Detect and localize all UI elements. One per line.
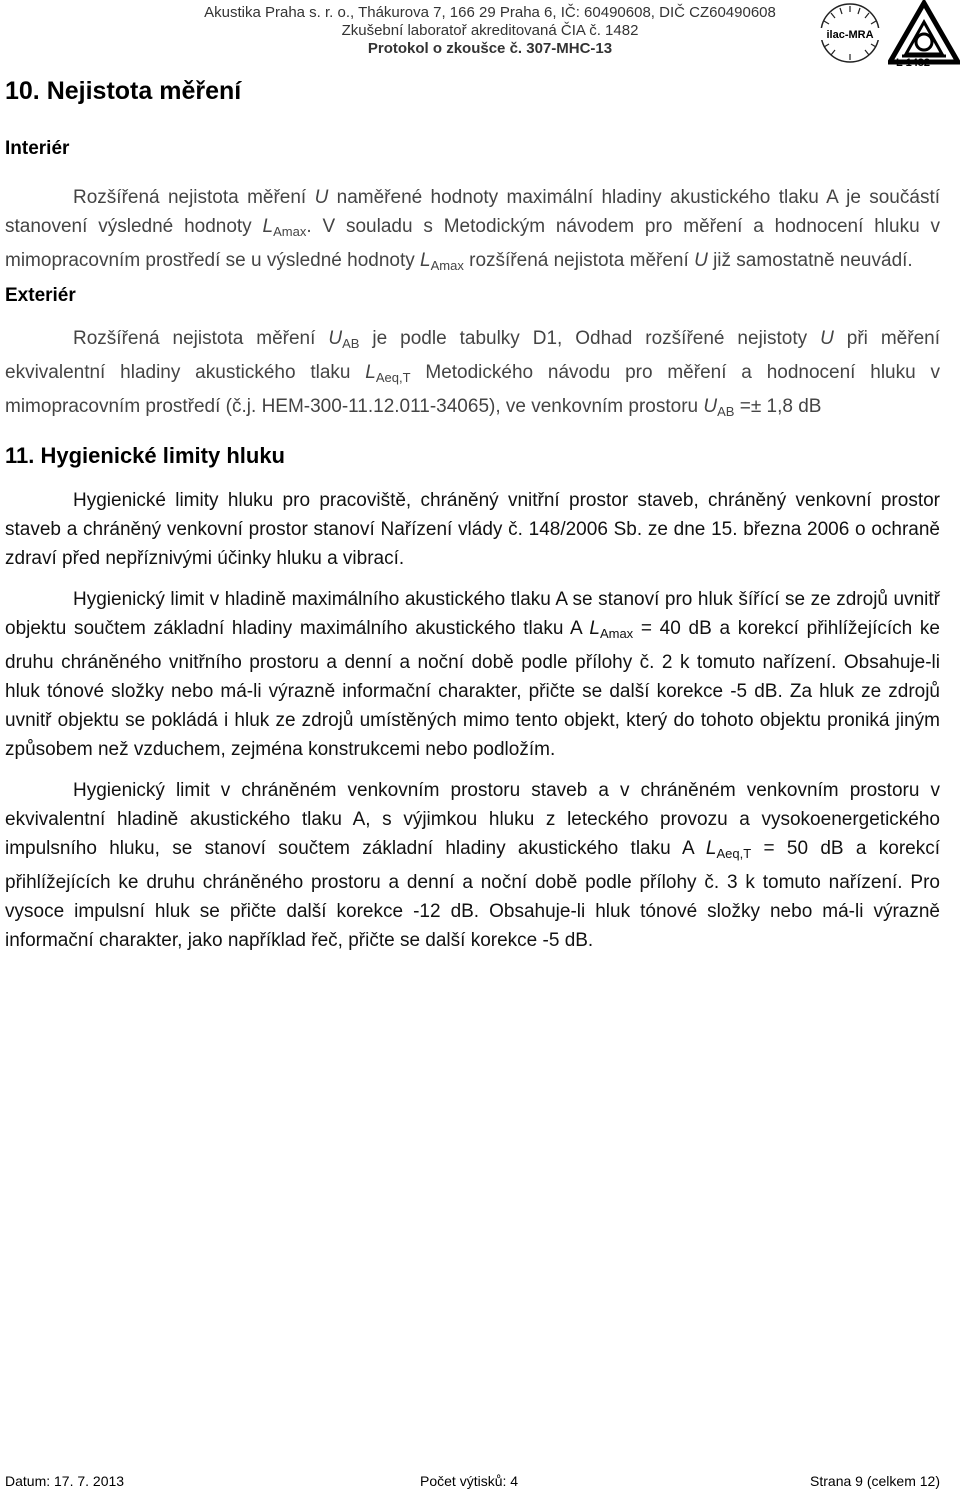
interior-limit-paragraph: Hygienický limit v hladině maximálního akustického tlaku A se stanoví pro hluk šířící se ze zdrojů uvnitř objektu součtem základní hladiny maximálního akustického tlaku A $L_{Amax} = 40$ dB a korekcí přihlížejících ke druhu chráněného vnitřního prostoru a denní a noční době podle přílohy č. 2 k tomuto nařízení. Obsahuje-li hluk tónové složky nebo má-li výrazně informační charakter, přičte se další korekce -5 dB. Za hluk ze zdrojů uvnitř objektu se pokládá i hluk ze zdrojů umístěných mimo tento objekt, který do tohoto objektu proniká jiným způsobem než vzduchem, zejména konstrukcemi nebo podložím. — [5, 589, 940, 760]
limits-intro-paragraph: Hygienické limity hluku pro pracoviště, chráněný vnitřní prostor staveb, chráněný venkovní prostor staveb a chráněný venkovní prostor stanoví Nařízení vlády č. 148/2006 Sb. ze dne 15. března 2006 o ochraně zdraví před nepříznivými účinky hluku a vibrací. — [5, 490, 940, 569]
exterior-paragraph: Rozšířená nejistota měření $U_{AB}$ je podle tabulky D1, Odhad rozšířené nejistoty U při měření ekvivalentní hladiny akustického tlaku $L_{Aeq,T}$ Metodického návodu pro měření a hodnocení hluku v mimopracovním prostředí (č.j. HEM-300-11.12.011-34065), ve venkovním prostoru $U_{AB} =\pm 1,8$ dB — [5, 328, 940, 419]
ilac-logo-text: ilac-MRA — [826, 29, 874, 41]
exterior-heading: Exteriér — [5, 285, 76, 306]
interior-heading: Interiér — [5, 138, 70, 159]
page-content — [5, 75, 940, 955]
footer-copies: Počet výtisků: 4 — [420, 1473, 519, 1489]
document-header — [175, 4, 805, 58]
accreditation-logos — [812, 0, 960, 75]
company-line: Akustika Praha s. r. o., Thákurova 7, 166 29 Praha 6, IČ: 60490608, DIČ CZ60490608 — [204, 4, 776, 21]
section-11-title: 11. Hygienické limity hluku — [5, 443, 285, 468]
section-11-body — [5, 486, 940, 955]
section-10-title: 10. Nejistota měření — [5, 77, 242, 105]
document-footer — [5, 1473, 940, 1493]
exterior-block — [5, 324, 940, 426]
protocol-number: Protokol o zkoušce č. 307-MHC-13 — [367, 40, 613, 57]
interior-block — [5, 183, 940, 280]
footer-date: Datum: 17. 7. 2013 — [5, 1473, 125, 1489]
ilac-mra-logo — [814, 2, 886, 64]
lab-accreditation-line: Zkušební laboratoř akreditovaná ČIA č. 1482 — [341, 22, 639, 39]
footer-page-number: Strana 9 (celkem 12) — [810, 1473, 940, 1489]
lab-code-label: L 1482 — [896, 57, 931, 69]
interior-paragraph: Rozšířená nejistota měření U naměřené hodnoty maximální hladiny akustického tlaku A je součástí stanovení výsledné hodnoty $L_{Amax}$. V souladu s Metodickým návodem pro měření a hodnocení hluku v mimopracovním prostředí se u výsledné hodnoty $L_{Amax}$ rozšířená nejistota měření U již samostatně neuvádí. — [5, 187, 940, 273]
exterior-limit-paragraph: Hygienický limit v chráněném venkovním prostoru staveb a v chráněném venkovním prostoru v ekvivalentní hladině akustického tlaku A, s výjimkou hluku z leteckého provozu a vysokoenergetického impulsního hluku, se stanoví součtem základní hladiny akustického tlaku A $L_{Aeq,T} = 50$ dB a korekcí přihlížejících ke druhu chráněného prostoru a denní a noční době podle přílohy č. 3 k tomuto nařízení. Pro vysoce impulsní hluk se přičte další korekce -12 dB. Obsahuje-li hluk tónové složky nebo má-li výrazně informační charakter, jako například řeč, přičte se další korekce -5 dB. — [5, 780, 941, 951]
